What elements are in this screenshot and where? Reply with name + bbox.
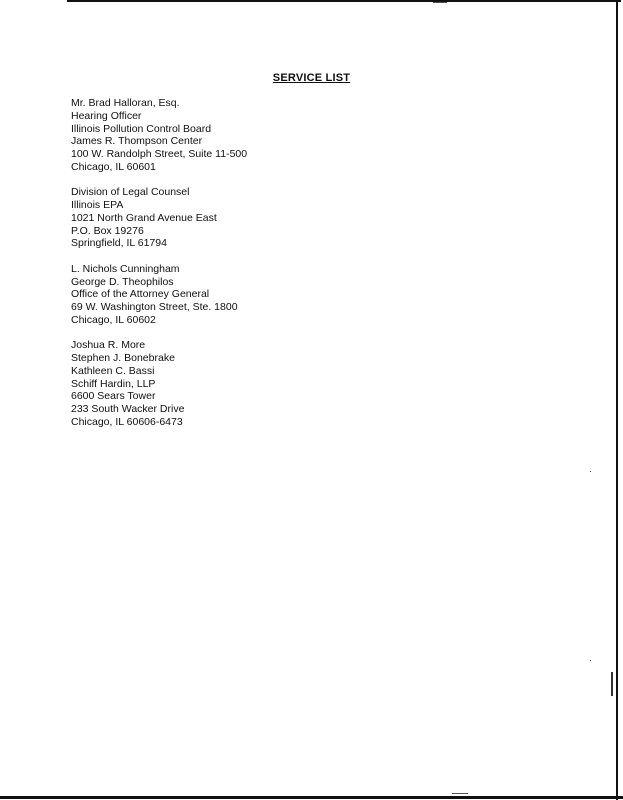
address-line: Chicago, IL 60602 — [71, 313, 156, 326]
address-line: 1021 North Grand Avenue East — [71, 211, 217, 224]
address-line: Illinois Pollution Control Board — [71, 122, 212, 135]
address-line: Springfield, IL 61794 — [71, 237, 167, 250]
service-list — [71, 97, 491, 441]
address-line: Joshua R. More — [71, 339, 146, 352]
page-title — [0, 72, 623, 84]
page-title-text: SERVICE LIST — [272, 72, 351, 84]
scan-mark — [452, 793, 468, 794]
scan-speck — [590, 471, 591, 472]
address-block-legal-counsel — [71, 186, 491, 250]
scan-mark — [433, 2, 447, 3]
address-line: P.O. Box 19276 — [71, 224, 144, 237]
address-line: Stephen J. Bonebrake — [71, 352, 175, 365]
address-line: Chicago, IL 60601 — [71, 160, 156, 173]
address-line: James R. Thompson Center — [71, 135, 203, 148]
address-line: L. Nichols Cunningham — [71, 262, 180, 275]
scan-edge-top — [67, 0, 621, 2]
address-block-hearing-officer — [71, 97, 491, 174]
address-line: Office of the Attorney General — [71, 288, 210, 301]
address-block-schiff-hardin — [71, 339, 491, 429]
address-line: Kathleen C. Bassi — [71, 364, 155, 377]
address-line: George D. Theophilos — [71, 275, 174, 288]
address-line: Division of Legal Counsel — [71, 186, 190, 199]
scan-edge-bottom — [0, 796, 623, 799]
scan-mark — [611, 672, 613, 696]
address-line: 100 W. Randolph Street, Suite 11-500 — [71, 148, 248, 161]
scan-speck — [590, 660, 591, 661]
address-line: Mr. Brad Halloran, Esq. — [71, 97, 180, 109]
address-block-attorney-general — [71, 263, 491, 327]
address-line: Schiff Hardin, LLP — [71, 377, 156, 390]
address-line: Illinois EPA — [71, 199, 124, 212]
address-line: 69 W. Washington Street, Ste. 1800 — [71, 301, 238, 314]
address-line: 233 South Wacker Drive — [71, 403, 185, 416]
address-line: Hearing Officer — [71, 109, 142, 122]
address-line: Chicago, IL 60606-6473 — [71, 416, 183, 429]
scan-edge-right — [616, 0, 618, 800]
address-line: 6600 Sears Tower — [71, 390, 156, 403]
